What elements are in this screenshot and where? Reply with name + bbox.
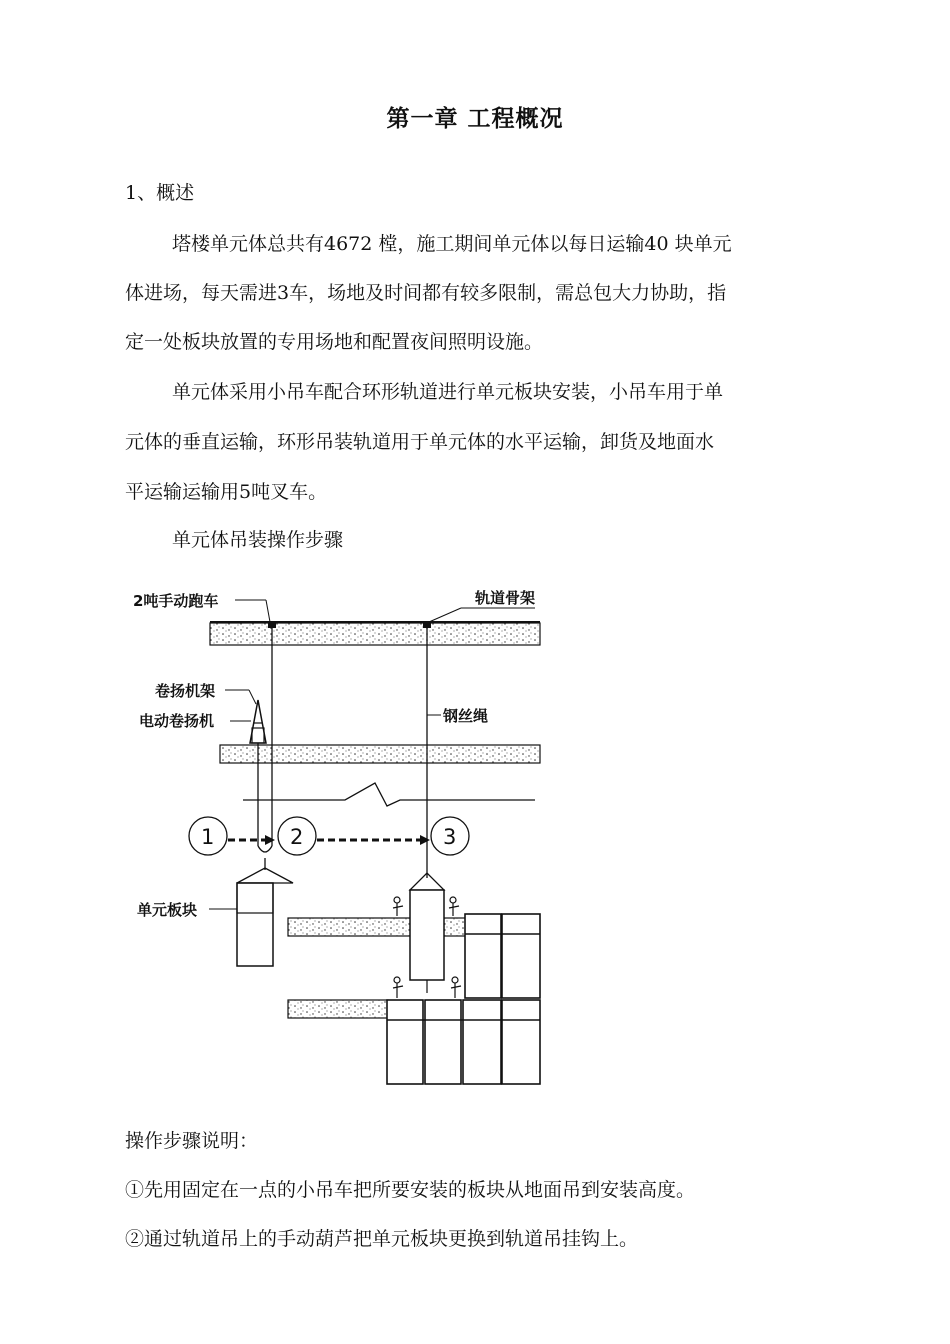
top-slab	[210, 622, 540, 645]
paragraph-2-line-3: 平运输运输用5吨叉车。	[125, 481, 328, 503]
paragraph-2-line-2: 元体的垂直运输，环形吊装轨道用于单元体的水平运输，卸货及地面水	[125, 431, 715, 453]
unit-panel-hanging	[237, 858, 293, 966]
steps-caption: 单元体吊装操作步骤	[172, 529, 344, 551]
label-wire-rope: 钢丝绳	[443, 707, 489, 725]
trolley-1	[268, 622, 276, 628]
paragraph-1-line-3: 定一处板块放置的专用场地和配置夜间照明设施。	[125, 331, 544, 353]
section-heading: 1、概述	[125, 182, 195, 204]
step-number-1: 1	[201, 825, 215, 849]
installed-panels-upper	[465, 914, 540, 998]
step-number-3: 3	[443, 825, 457, 849]
step-2-text: ②通过轨道吊上的手动葫芦把单元板块更换到轨道吊挂钩上。	[125, 1228, 639, 1250]
step-1-text: ①先用固定在一点的小吊车把所要安装的板块从地面吊到安装高度。	[125, 1179, 696, 1201]
winch-frame	[250, 700, 266, 743]
paragraph-1-line-2: 体进场，每天需进3车，场地及时间都有较多限制，需总包大力协助，指	[125, 282, 727, 304]
label-trolley: 2吨手动跑车	[133, 592, 219, 610]
break-line	[243, 783, 535, 806]
label-rail-frame: 轨道骨架	[474, 589, 535, 607]
label-unit-panel: 单元板块	[137, 901, 198, 919]
paragraph-1-line-1: 塔楼单元体总共有4672 樘，施工期间单元体以每日运输40 块单元	[172, 233, 732, 255]
second-slab	[220, 745, 540, 763]
unit-panel-installing	[410, 873, 444, 993]
paragraph-2-line-1: 单元体采用小吊车配合环形轨道进行单元板块安装，小吊车用于单	[172, 381, 724, 403]
trolley-2	[423, 622, 431, 628]
installed-panels-lower	[387, 1000, 540, 1084]
chapter-title: 第一章 工程概况	[386, 106, 564, 132]
label-electric-winch: 电动卷扬机	[139, 712, 215, 730]
floor-slab-lower	[288, 1000, 388, 1018]
steps-heading: 操作步骤说明：	[125, 1130, 259, 1152]
step-number-2: 2	[290, 825, 304, 849]
hoisting-diagram	[125, 578, 565, 1098]
label-winch-frame: 卷扬机架	[155, 682, 216, 700]
